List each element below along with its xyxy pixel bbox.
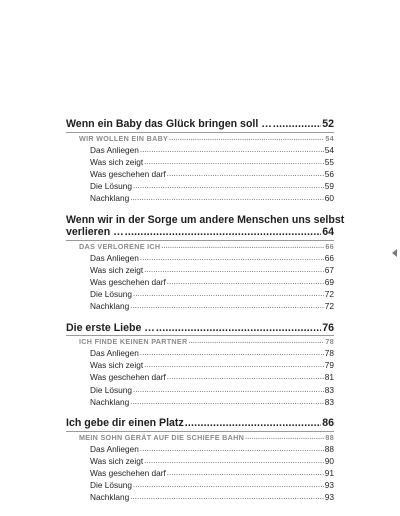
item-page: 72 [324, 289, 334, 300]
item-label: Die Lösung [90, 181, 132, 192]
leader-dots [161, 241, 324, 252]
item-page: 93 [324, 492, 334, 503]
toc-section [66, 118, 334, 205]
item-label: Was geschehen darf [90, 372, 166, 383]
chapter-page: 86 [322, 417, 334, 430]
subchapter-entry[interactable] [79, 336, 334, 347]
toc-item[interactable] [90, 168, 334, 180]
toc-item[interactable] [90, 491, 334, 503]
item-label: Was geschehen darf [90, 467, 166, 478]
chapter-page: 52 [322, 118, 334, 130]
item-label: Was geschehen darf [90, 168, 166, 179]
subchapter-page: 66 [325, 241, 334, 251]
chapter-title: Ich gebe dir einen Platz [66, 417, 184, 430]
leader-dots [273, 118, 321, 131]
leader-dots [169, 133, 324, 144]
subchapter-title: WIR WOLLEN EIN BABY [79, 133, 169, 143]
subchapter-title: DAS VERLORENE ICH [79, 241, 161, 251]
toc-item[interactable] [90, 264, 334, 276]
item-label: Das Anliegen [90, 252, 139, 263]
item-label: Nachklang [90, 396, 130, 407]
item-page: 79 [324, 360, 334, 371]
leader-dots [133, 479, 324, 491]
leader-dots [144, 156, 324, 168]
subchapter-title: MEIN SOHN GERÄT AUF DIE SCHIEFE BAHN [79, 432, 245, 442]
item-page: 55 [324, 156, 334, 167]
chapter-page: 64 [322, 226, 334, 239]
leader-dots [167, 168, 324, 180]
item-label: Was geschehen darf [90, 276, 166, 287]
item-page: 59 [324, 181, 334, 192]
item-page: 90 [324, 455, 334, 466]
toc-section [66, 417, 334, 504]
item-page: 56 [324, 168, 334, 179]
toc-item[interactable] [90, 384, 334, 396]
toc-item[interactable] [90, 455, 334, 467]
item-page: 83 [324, 396, 334, 407]
item-label: Was sich zeigt [90, 156, 144, 167]
toc-item[interactable] [90, 144, 334, 156]
leader-dots [125, 226, 321, 239]
toc-item[interactable] [90, 359, 334, 371]
subchapter-entry[interactable] [79, 432, 334, 443]
leader-dots [140, 443, 324, 455]
chapter-entry[interactable] [66, 118, 334, 131]
subchapter-page: 88 [325, 432, 334, 442]
leader-dots [140, 144, 324, 156]
leader-dots [130, 300, 324, 312]
leader-dots [133, 384, 324, 396]
leader-dots [130, 396, 324, 408]
item-label: Die Lösung [90, 384, 132, 395]
item-label: Was sich zeigt [90, 264, 144, 275]
subchapter-page: 78 [325, 337, 334, 347]
item-page: 93 [324, 480, 334, 491]
leader-dots [185, 417, 321, 430]
item-page: 81 [324, 372, 334, 383]
toc-item[interactable] [90, 396, 334, 408]
chapter-title: Wenn wir in der Sorge um andere Menschen uns selbst [66, 213, 345, 226]
item-page: 67 [324, 264, 334, 275]
leader-dots [144, 359, 324, 371]
leader-dots [130, 192, 324, 204]
chapter-page: 76 [322, 321, 334, 334]
chapter-entry[interactable] [66, 322, 334, 335]
leader-dots [133, 180, 324, 192]
toc-item[interactable] [90, 288, 334, 300]
item-label: Das Anliegen [90, 443, 139, 454]
leader-dots [140, 252, 324, 264]
chapter-title: Wenn ein Baby das Glück bringen soll … [66, 118, 272, 130]
chapter-title: Die erste Liebe … [66, 321, 155, 334]
item-label: Nachklang [90, 301, 130, 312]
item-page: 91 [324, 467, 334, 478]
leader-dots [130, 491, 324, 503]
leader-dots [167, 371, 324, 383]
toc-item[interactable] [90, 347, 334, 359]
subchapter-entry[interactable] [79, 133, 334, 144]
item-label: Das Anliegen [90, 144, 139, 155]
toc-section [66, 213, 345, 313]
item-label: Was sich zeigt [90, 455, 144, 466]
leader-dots [167, 276, 324, 288]
leader-dots [156, 322, 321, 335]
item-page: 54 [324, 144, 334, 155]
item-page: 78 [324, 348, 334, 359]
toc-item[interactable] [90, 371, 334, 383]
toc-item[interactable] [90, 479, 334, 491]
item-label: Die Lösung [90, 289, 132, 300]
item-label: Nachklang [90, 492, 130, 503]
item-label: Nachklang [90, 193, 130, 204]
subchapter-page: 54 [325, 133, 334, 143]
leader-dots [189, 336, 325, 347]
item-page: 66 [324, 252, 334, 263]
chapter-title-cont: verlieren … [66, 226, 124, 239]
item-page: 83 [324, 384, 334, 395]
toc-item[interactable] [90, 300, 334, 312]
subchapter-entry[interactable] [79, 241, 334, 252]
toc-item[interactable] [90, 443, 334, 455]
toc-item[interactable] [90, 467, 334, 479]
toc-item[interactable] [90, 180, 334, 192]
toc-item[interactable] [90, 156, 334, 168]
item-label: Die Lösung [90, 480, 132, 491]
leader-dots [144, 455, 324, 467]
item-label: Was sich zeigt [90, 360, 144, 371]
chapter-entry[interactable] [66, 417, 334, 430]
chapter-entry[interactable] [66, 213, 345, 239]
leader-dots [144, 264, 324, 276]
table-of-contents [66, 118, 345, 504]
item-page: 88 [324, 443, 334, 454]
toc-item[interactable] [90, 192, 334, 204]
toc-item[interactable] [90, 276, 334, 288]
item-page: 60 [324, 193, 334, 204]
item-page: 72 [324, 301, 334, 312]
leader-dots [133, 288, 324, 300]
toc-section [66, 322, 334, 409]
subchapter-title: ICH FINDE KEINEN PARTNER [79, 337, 188, 347]
leader-dots [167, 467, 324, 479]
leader-dots [140, 347, 324, 359]
toc-item[interactable] [90, 252, 334, 264]
leader-dots [245, 432, 324, 443]
item-label: Das Anliegen [90, 348, 139, 359]
item-page: 69 [324, 276, 334, 287]
page-edge-marker-icon [392, 249, 397, 257]
